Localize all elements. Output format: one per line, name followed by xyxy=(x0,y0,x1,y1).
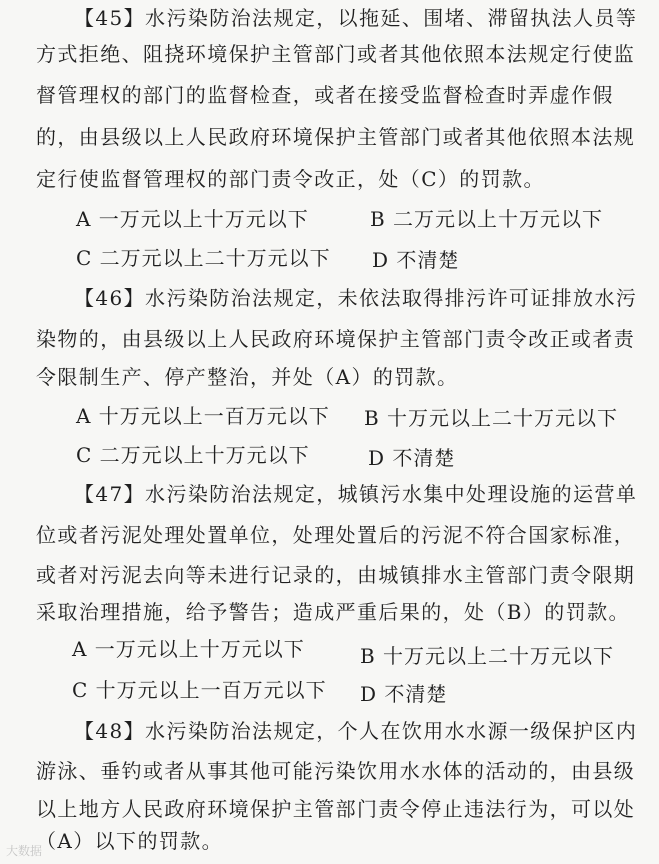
option-c: C 二万元以上十万元以下 xyxy=(76,443,310,467)
option-b: B 十万元以上二十万元以下 xyxy=(360,644,615,668)
option-c: C 二万元以上二十万元以下 xyxy=(76,246,331,270)
question-45-line-2: 方式拒绝、阻挠环境保护主管部门或者其他依照本法规定行使监 xyxy=(36,42,636,66)
question-46-line-2: 染物的，由县级以上人民政府环境保护主管部门责令改正或者责 xyxy=(36,327,636,351)
option-d: D 不清楚 xyxy=(360,682,448,706)
question-48-line-1: 【48】水污染防治法规定，个人在饮用水水源一级保护区内 xyxy=(74,719,638,743)
option-d: D 不清楚 xyxy=(368,446,456,470)
option-b: B 二万元以上十万元以下 xyxy=(370,207,604,231)
option-c: C 十万元以上一百万元以下 xyxy=(72,678,327,702)
question-47-line-1: 【47】水污染防治法规定，城镇污水集中处理设施的运营单 xyxy=(74,482,638,506)
question-46-line-1: 【46】水污染防治法规定，未依法取得排污许可证排放水污 xyxy=(74,286,638,310)
question-46-line-3: 令限制生产、停产整治，并处（A）的罚款。 xyxy=(36,365,459,389)
watermark: 大数据 xyxy=(6,844,43,858)
option-a: A 十万元以上一百万元以下 xyxy=(76,404,330,428)
option-b: B 十万元以上二十万元以下 xyxy=(364,406,619,430)
question-47-line-4: 采取治理措施，给予警告；造成严重后果的，处（B）的罚款。 xyxy=(36,600,630,624)
question-47-line-2: 位或者污泥处理处置单位，处理处置后的污泥不符合国家标准， xyxy=(36,523,636,547)
question-45-line-5: 定行使监督管理权的部门责令改正，处（C）的罚款。 xyxy=(36,167,545,191)
question-45-line-1: 【45】水污染防治法规定，以拖延、围堵、滞留执法人员等 xyxy=(74,6,638,30)
question-48-line-2: 游泳、垂钓或者从事其他可能污染饮用水水体的活动的，由县级 xyxy=(36,759,636,783)
option-d: D 不清楚 xyxy=(372,248,460,272)
question-47-line-3: 或者对污泥去向等未进行记录的，由城镇排水主管部门责令限期 xyxy=(36,563,636,587)
question-48-line-4: （A）以下的罚款。 xyxy=(36,829,224,853)
option-a: A 一万元以上十万元以下 xyxy=(76,207,309,231)
question-48-line-3: 以上地方人民政府环境保护主管部门责令停止违法行为，可以处 xyxy=(36,797,636,821)
question-45-line-3: 督管理权的部门的监督检查，或者在接受监督检查时弄虚作假 xyxy=(36,83,614,107)
option-a: A 一万元以上十万元以下 xyxy=(72,637,305,661)
question-45-line-4: 的，由县级以上人民政府环境保护主管部门或者其他依照本法规 xyxy=(36,125,636,149)
